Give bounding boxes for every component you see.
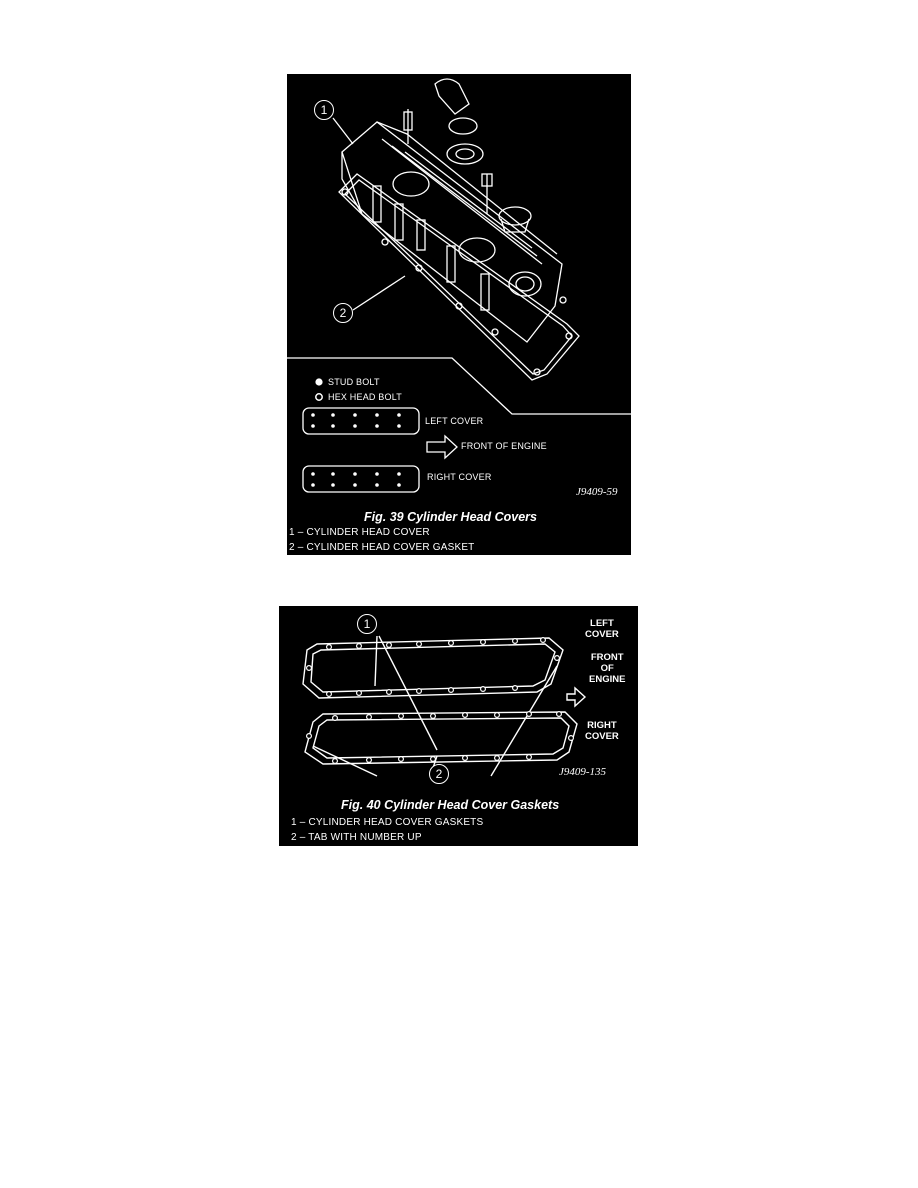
front-of-engine-label: FRONT OF ENGINE [461, 441, 547, 451]
right-cover-label: RIGHT COVER [585, 720, 619, 742]
front-of-engine-label: FRONT OF ENGINE [589, 652, 626, 685]
image-code: J9409-135 [559, 766, 607, 778]
callout-2: 2 [429, 764, 449, 784]
image-code: J9409-59 [576, 486, 618, 498]
figure-caption: Fig. 39 Cylinder Head Covers [364, 510, 537, 524]
figure-caption: Fig. 40 Cylinder Head Cover Gaskets [341, 798, 560, 812]
left-cover-label: LEFT COVER [425, 416, 484, 426]
legend-item-2: 2 – CYLINDER HEAD COVER GASKET [289, 542, 475, 553]
legend-item-2: 2 – TAB WITH NUMBER UP [291, 832, 422, 843]
legend-item-1: 1 – CYLINDER HEAD COVER GASKETS [291, 817, 484, 828]
figure-40-cylinder-head-cover-gaskets [279, 606, 638, 846]
callout-1: 1 [314, 100, 334, 120]
right-cover-label: RIGHT COVER [427, 472, 492, 482]
left-cover-label: LEFT COVER [585, 618, 619, 640]
key-stud-bolt: STUD BOLT [328, 377, 380, 387]
callout-1: 1 [357, 614, 377, 634]
key-hex-head-bolt: HEX HEAD BOLT [328, 392, 402, 402]
callout-2: 2 [333, 303, 353, 323]
legend-item-1: 1 – CYLINDER HEAD COVER [289, 527, 430, 538]
figure-39-cylinder-head-covers [287, 74, 631, 555]
